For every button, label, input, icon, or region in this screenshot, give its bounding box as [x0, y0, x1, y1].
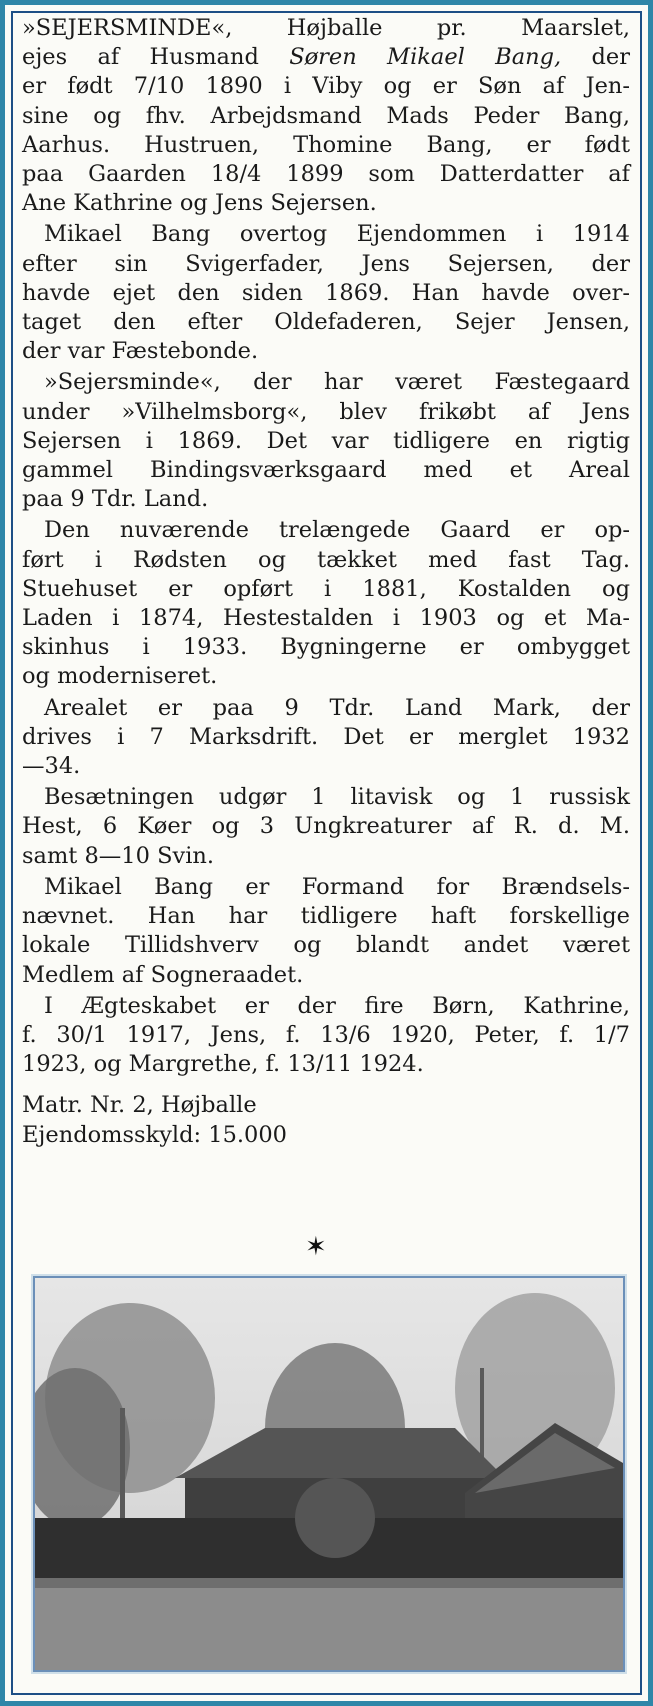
text-line: Ane Kathrine og Jens Sejersen.	[22, 190, 377, 217]
paragraph-4	[22, 516, 630, 691]
farm-photo	[33, 1276, 625, 1672]
text-line: nævnet. Han har tidligere haft forskellige	[22, 903, 630, 930]
text-line: »Sejersminde«, der har været Fæstegaard	[44, 369, 630, 396]
text-line: under »Vilhelmsborg«, blev frikøbt af Jens	[22, 398, 630, 425]
property-info	[22, 1091, 630, 1149]
farm-photo-drawing	[35, 1278, 623, 1670]
text-line: Aarhus. Hustruen, Thomine Bang, er født	[22, 131, 630, 158]
text-line: Mikael Bang er Formand for Brændsels-	[44, 873, 630, 900]
text-line: gammel Bindingsværksgaard med et Areal	[22, 457, 630, 484]
paragraph-2	[22, 220, 630, 366]
text-line: drives i 7 Marksdrift. Det er merglet 1932	[22, 723, 630, 750]
text-line: paa Gaarden 18/4 1899 som Datterdatter af	[22, 161, 630, 188]
text-line: Besætningen udgør 1 litavisk og 1 russisk	[44, 784, 630, 811]
article-text	[22, 14, 630, 1150]
text-line: f. 30/1 1917, Jens, f. 13/6 1920, Peter, f. 1/7	[22, 1021, 630, 1048]
text-line: »SEJERSMINDE«, Højballe pr. Maarslet,	[22, 15, 630, 41]
text-line: Stuehuset er opført i 1881, Kostalden og	[22, 575, 630, 602]
paragraph-6	[22, 783, 630, 871]
text-line: 1923, og Margrethe, f. 13/11 1924.	[22, 1051, 424, 1078]
text-line: Medlem af Sogneraadet.	[22, 961, 304, 988]
text-line: Sejersen i 1869. Det var tidligere en rigtig	[22, 427, 630, 454]
text-line: Hest, 6 Køer og 3 Ungkreaturer af R. d. M.	[22, 813, 630, 840]
owner-name: Søren Mikael Bang,	[289, 44, 562, 71]
text-line: er født 7/10 1890 i Viby og er Søn af Jen-	[22, 73, 630, 100]
text-line: efter sin Svigerfader, Jens Sejersen, der	[22, 250, 630, 277]
paragraph-1	[22, 14, 630, 218]
paragraph-7	[22, 873, 630, 990]
matr-line: Matr. Nr. 2, Højballe	[22, 1092, 257, 1119]
text-line: skinhus i 1933. Bygningerne er ombygget	[22, 634, 630, 661]
text-line: Arealet er paa 9 Tdr. Land Mark, der	[44, 694, 630, 721]
text-line: samt 8—10 Svin.	[22, 842, 215, 869]
star-ornament: ✶	[305, 1232, 327, 1262]
text-line: Den nuværende trelængede Gaard er op-	[44, 517, 630, 544]
text-line: —34.	[22, 753, 81, 780]
paragraph-5	[22, 694, 630, 782]
text-line: havde ejet den siden 1869. Han havde over-	[22, 279, 630, 306]
text-line: ejes af Husmand Søren Mikael Bang, der	[22, 44, 630, 71]
text-line: paa 9 Tdr. Land.	[22, 486, 209, 513]
text-line: lokale Tillidshverv og blandt andet været	[22, 932, 630, 959]
paragraph-8	[22, 992, 630, 1080]
text-line: der var Fæstebonde.	[22, 338, 259, 365]
text-line: Mikael Bang overtog Ejendommen i 1914	[44, 221, 630, 248]
text-line: Laden i 1874, Hestestalden i 1903 og et Ma-	[22, 605, 630, 632]
text-line: taget den efter Oldefaderen, Sejer Jensen,	[22, 309, 630, 336]
text-line: og moderniseret.	[22, 663, 218, 690]
text-line: sine og fhv. Arbejdsmand Mads Peder Bang,	[22, 102, 630, 129]
text-line: I Ægteskabet er der fire Børn, Kathrine,	[44, 992, 630, 1019]
text-line: ført i Rødsten og tækket med fast Tag.	[22, 546, 630, 573]
paragraph-3	[22, 368, 630, 514]
ejendomsskyld-line: Ejendomsskyld: 15.000	[22, 1121, 287, 1148]
